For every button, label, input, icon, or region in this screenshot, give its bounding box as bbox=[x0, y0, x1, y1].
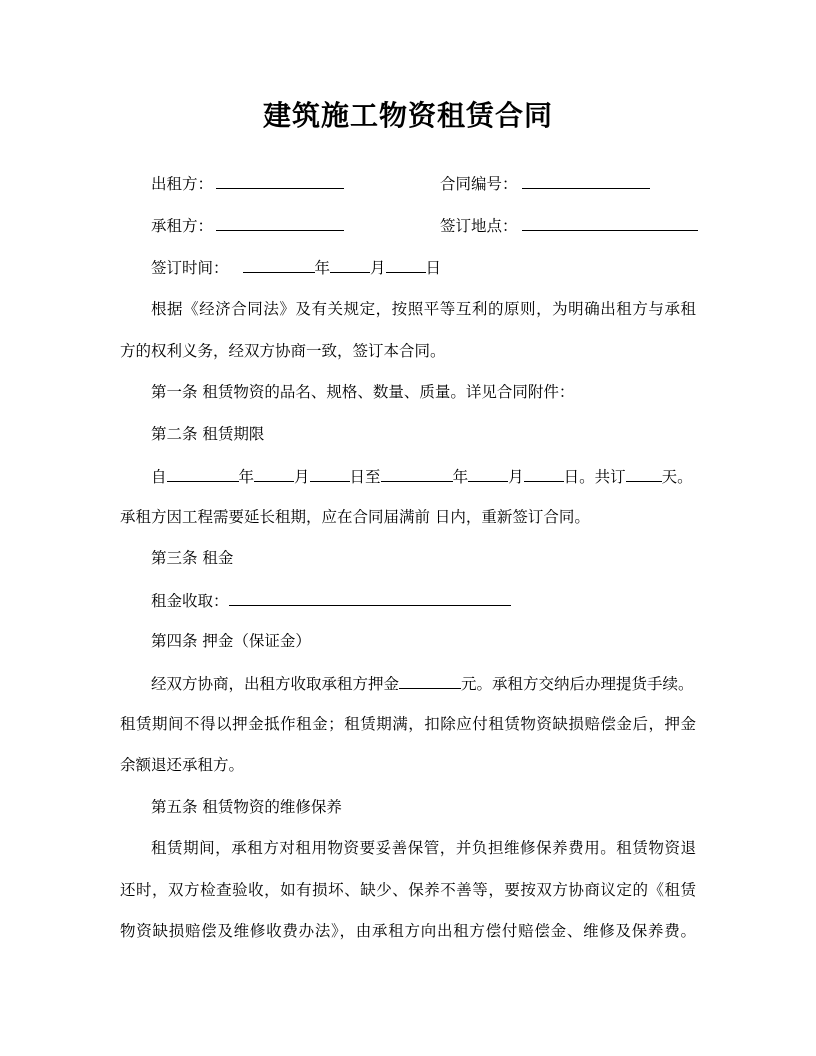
sign-place-field bbox=[440, 214, 698, 237]
end-month-label: 月 bbox=[508, 468, 524, 486]
maintenance-text-1: 租赁期间，承租方对租用物资要妥善保管，并负担维修保养费用。租赁物资退 bbox=[151, 839, 696, 857]
end-day-blank bbox=[524, 465, 564, 482]
from-label: 自 bbox=[151, 468, 167, 486]
article4-heading: 第四条 押金（保证金） bbox=[151, 632, 311, 650]
lessee-label: 承租方： bbox=[151, 217, 214, 235]
intro-line-2: 方的权利义务，经双方协商一致，签订本合同。 bbox=[120, 342, 446, 360]
deposit-text-a: 经双方协商，出租方收取承租方押金 bbox=[151, 675, 400, 693]
deposit-text-b: 元。承租方交纳后办理提货手续。 bbox=[461, 675, 694, 693]
article4-line-3: 余额退还承租方。 bbox=[120, 756, 245, 774]
sign-year-blank bbox=[243, 256, 315, 273]
contract-no-field bbox=[440, 172, 650, 195]
day-label: 日 bbox=[425, 259, 442, 277]
article4-line-1 bbox=[151, 672, 696, 695]
month-label: 月 bbox=[370, 259, 386, 277]
start-year-label: 年 bbox=[238, 468, 255, 486]
lessor-field bbox=[151, 172, 344, 195]
lessor-label: 出租方： bbox=[151, 175, 214, 193]
day-to-label: 日至 bbox=[349, 468, 381, 486]
maintenance-text-3: 物资缺损赔偿及维修收费办法》，由承租方向出租方偿付赔偿金、维修及保养费。 bbox=[120, 922, 696, 940]
article2-period-line bbox=[151, 465, 693, 488]
sign-time-field bbox=[151, 256, 441, 279]
intro-line-1 bbox=[151, 298, 696, 320]
start-month-label: 月 bbox=[294, 468, 310, 486]
rent-collect-blank bbox=[229, 589, 511, 606]
document-title: 建筑施工物资租赁合同 bbox=[262, 99, 553, 132]
deposit-amount-blank bbox=[399, 672, 461, 689]
article5-line-1 bbox=[151, 837, 696, 859]
contract-no-label: 合同编号： bbox=[440, 175, 518, 193]
lessee-blank bbox=[216, 214, 344, 231]
article5-line-2 bbox=[120, 879, 696, 901]
end-year-label: 年 bbox=[452, 468, 469, 486]
start-day-blank bbox=[310, 465, 350, 482]
lessee-field bbox=[151, 214, 344, 237]
total-days-blank bbox=[626, 465, 662, 482]
article2-extension-line: 承租方因工程需要延长租期，应在合同届满前 日内，重新签订合同。 bbox=[120, 508, 590, 526]
article5-heading: 第五条 租赁物资的维修保养 bbox=[151, 798, 342, 816]
contract-no-blank bbox=[522, 172, 650, 189]
sign-time-label: 签订时间： bbox=[151, 259, 229, 277]
article5-line-3 bbox=[120, 920, 696, 942]
sign-day-blank bbox=[386, 256, 426, 273]
start-year-blank bbox=[167, 465, 239, 482]
intro-text-1: 根据《经济合同法》及有关规定，按照平等互利的原则，为明确出租方与承租 bbox=[151, 300, 696, 318]
day-end-label: 日。共订 bbox=[563, 468, 626, 486]
end-month-blank bbox=[468, 465, 508, 482]
article1-text: 第一条 租赁物资的品名、规格、数量、质量。详见合同附件： bbox=[151, 383, 575, 401]
article3-heading: 第三条 租金 bbox=[151, 549, 234, 567]
start-month-blank bbox=[254, 465, 294, 482]
maintenance-text-2: 还时，双方检查验收，如有损坏、缺少、保养不善等，要按双方协商议定的《租赁 bbox=[120, 881, 696, 899]
year-label: 年 bbox=[314, 259, 331, 277]
rent-collect-label: 租金收取： bbox=[151, 592, 229, 610]
rent-collect-field bbox=[151, 589, 511, 612]
sign-month-blank bbox=[330, 256, 370, 273]
sign-place-blank bbox=[522, 214, 698, 231]
deposit-text-2: 租赁期间不得以押金抵作租金；租赁期满，扣除应付租赁物资缺损赔偿金后，押金 bbox=[120, 715, 696, 733]
days-label: 天。 bbox=[661, 468, 693, 486]
lessor-blank bbox=[216, 172, 344, 189]
end-year-blank bbox=[381, 465, 453, 482]
article4-line-2 bbox=[120, 713, 696, 735]
article2-heading: 第二条 租赁期限 bbox=[151, 425, 265, 443]
sign-place-label: 签订地点： bbox=[440, 217, 518, 235]
